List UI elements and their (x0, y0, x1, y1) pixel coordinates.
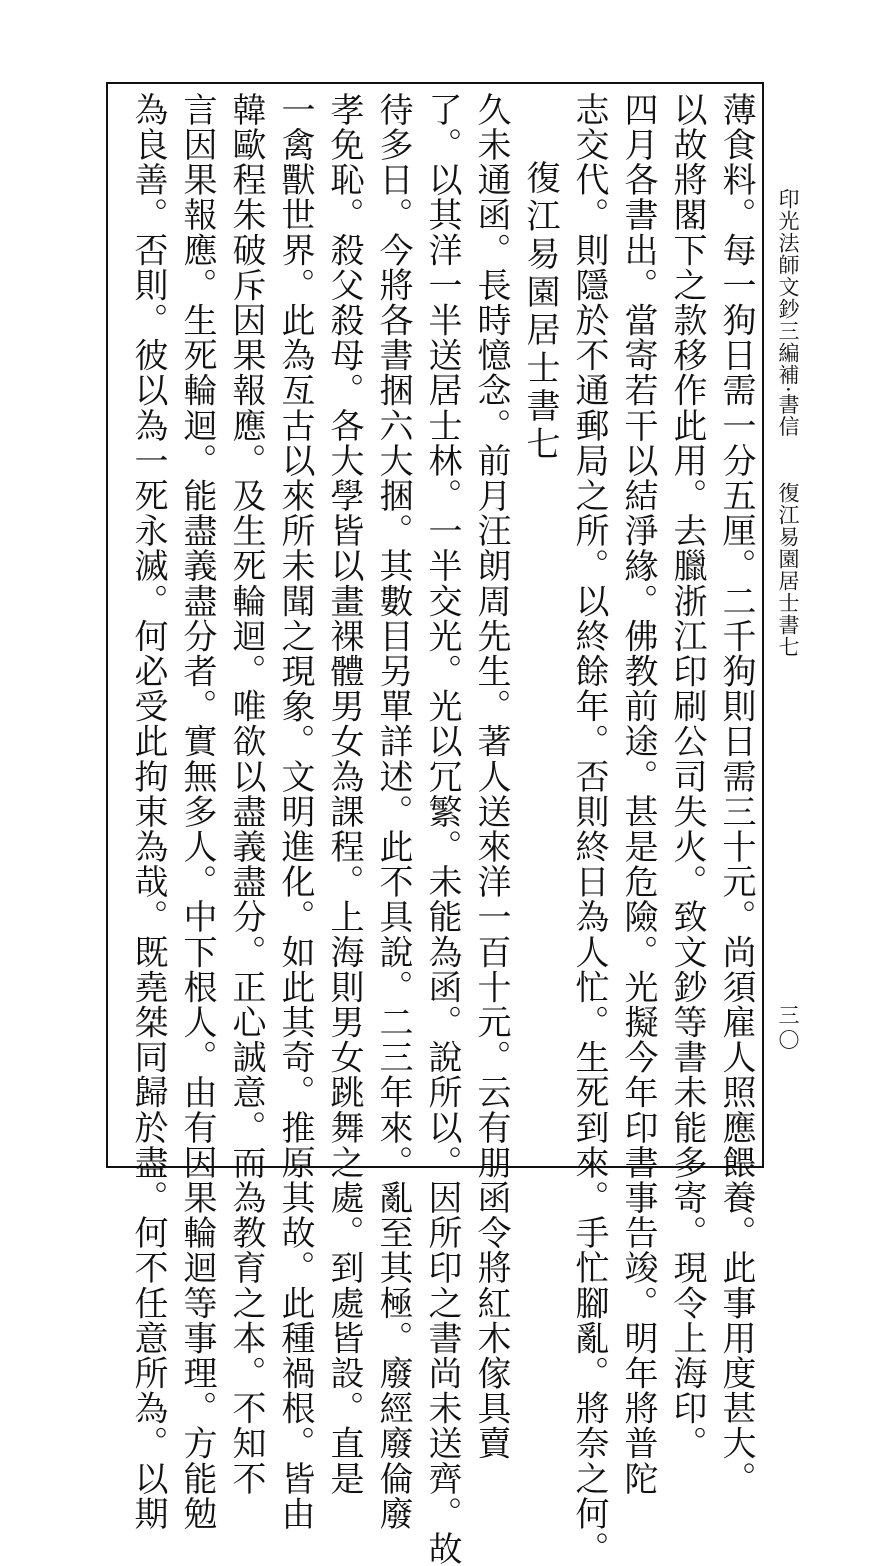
body-text (110, 92, 760, 1566)
text-column: 久未通函。長時憶念。前月汪朗周先生。著人送來洋一百十元。云有朋函令將紅木傢具賣 (471, 92, 511, 1461)
header-separator: · (776, 386, 800, 394)
page-number: 三〇 (776, 1004, 800, 1054)
text-column: 韓歐程朱破斥因果報應。及生死輪迴。唯欲以盡義盡分。正心誠意。而為教育之本。不知不 (226, 92, 266, 1496)
text-column: 以故將閣下之款移作此用。去臘浙江印刷公司失火。致文鈔等書未能多寄。現令上海印。 (667, 92, 707, 1461)
text-column: 一禽獸世界。此為亙古以來所未聞之現象。文明進化。如此其奇。推原其故。此種禍根。皆由 (275, 92, 315, 1532)
running-header (774, 188, 802, 668)
text-column: 了。以其洋一半送居士林。一半交光。光以冗繁。未能為函。說所以。因所印之書尚未送齊。故 (422, 92, 462, 1566)
text-column: 薄食料。每一狗日需一分五厘。二千狗則日需三十元。尚須雇人照應餵養。此事用度甚大。 (716, 92, 756, 1496)
text-column: 為良善。否則。彼以為一死永滅。何必受此拘束為哉。既堯桀同歸於盡。何不任意所為。以期 (128, 92, 168, 1532)
text-column: 志交代。則隱於不通郵局之所。以終餘年。否則終日為人忙。生死到來。手忙腳亂。將奈之何。 (569, 92, 609, 1566)
book-title: 印光法師文鈔三編補 (776, 188, 800, 386)
chapter-title: 復江易園居士書七 (776, 481, 800, 658)
text-column: 待多日。今將各書捆六大捆。其數目另單詳述。此不具說。二三年來。亂至其極。廢經廢倫廢 (373, 92, 413, 1532)
text-column: 言因果報應。生死輪迴。能盡義盡分者。實無多人。中下根人。由有因果輪迴等事理。方能勉 (177, 92, 217, 1532)
text-column: 四月各書出。當寄若干以結淨緣。佛教前途。甚是危險。光擬今年印書事告竣。明年將普陀 (618, 92, 658, 1496)
letter-heading: 復江易園居士書七 (520, 160, 560, 464)
section-title: 書信 (776, 393, 800, 438)
text-column: 孝免恥。殺父殺母。各大學皆以畫裸體男女為課程。上海則男女跳舞之處。到處皆設。直是 (324, 92, 364, 1496)
